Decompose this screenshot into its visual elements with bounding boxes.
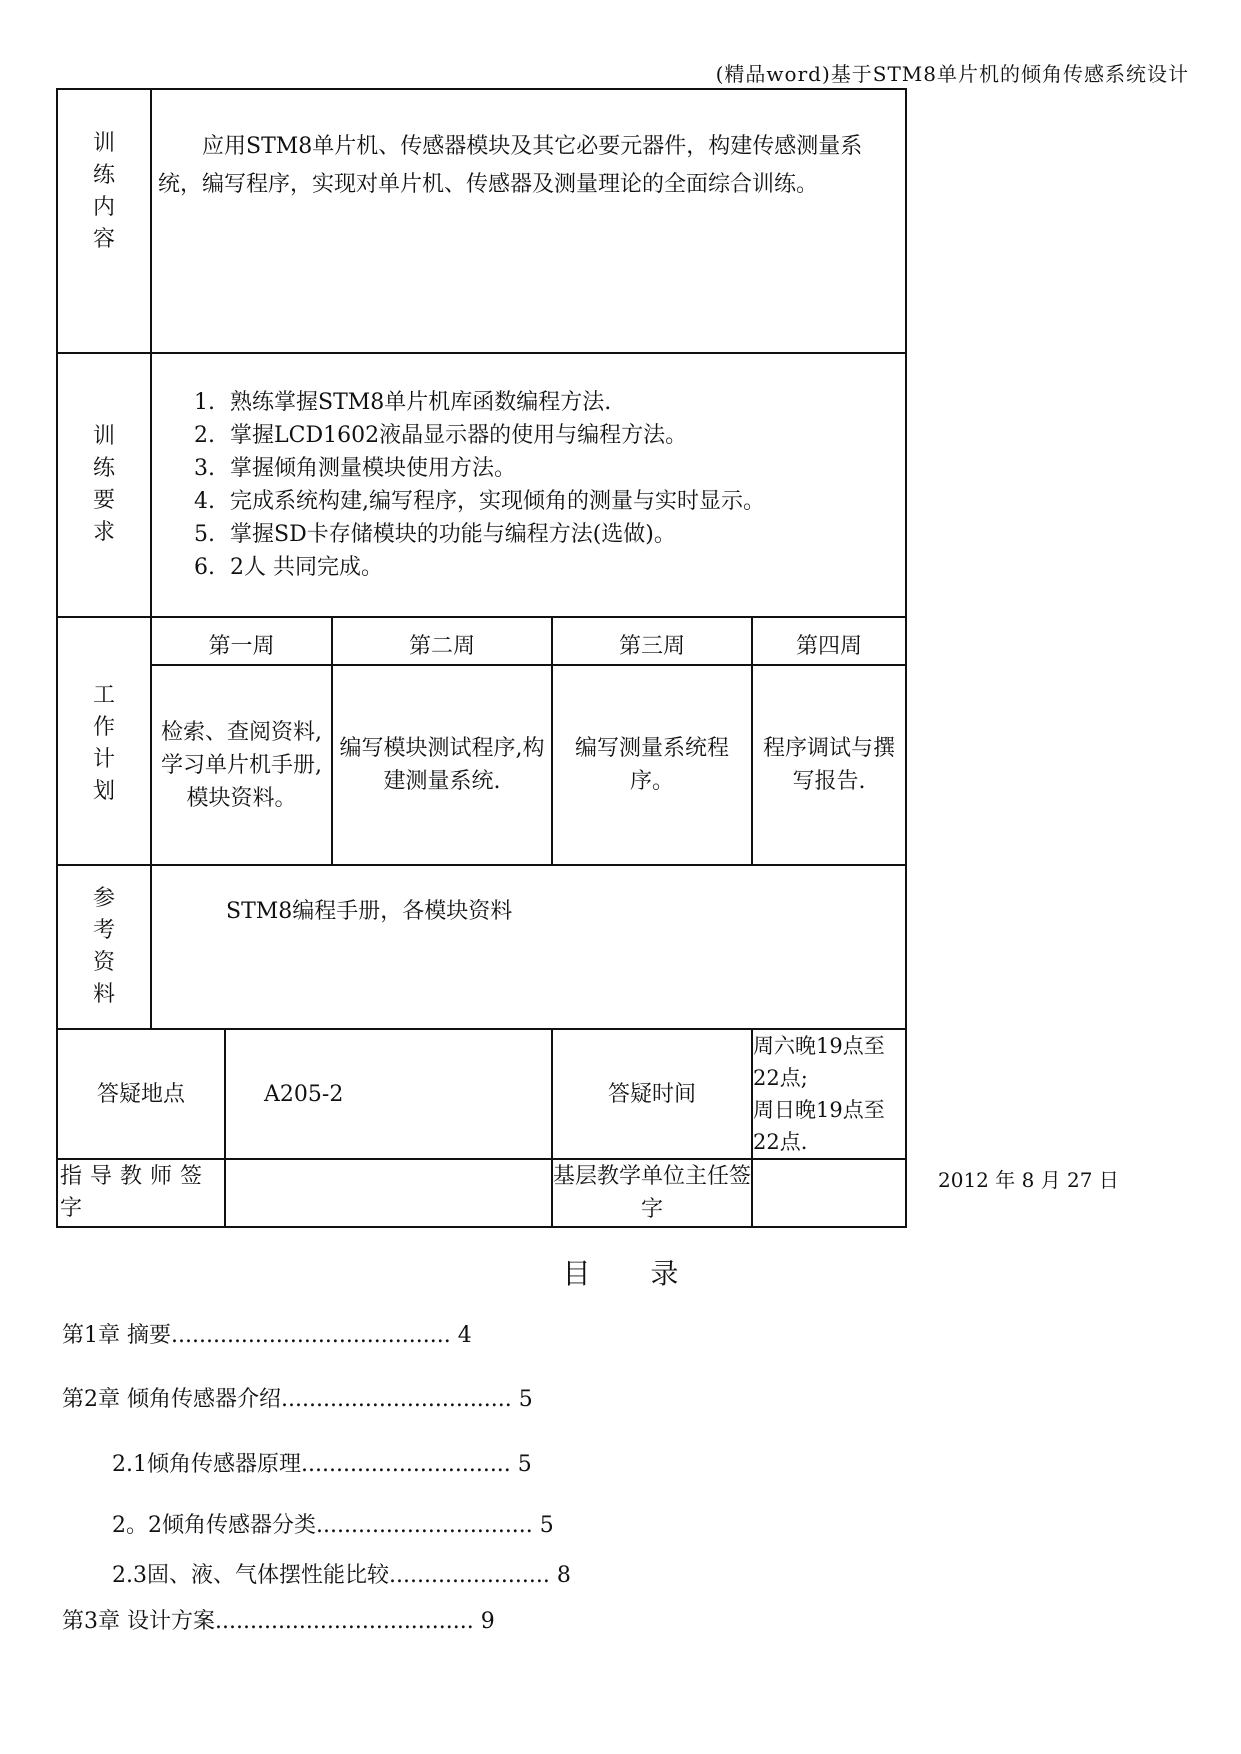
content-label: 训 练 内 容 [57,89,151,353]
requirements-label: 训 练 要 求 [57,353,151,617]
week-4-task: 程序调试与撰写报告. [752,665,906,865]
requirement-item: 6. 2人 共同完成。 [222,551,905,584]
toc-title: 目录 [562,1257,739,1290]
unit-sign-label: 基层教学单位主任签字 [552,1159,752,1227]
week-3-header: 第三周 [552,617,752,665]
references-row [57,865,906,1029]
toc-leader: .............................. [301,1452,518,1477]
toc-leader: ....................... [389,1563,557,1588]
requirements-list [182,386,905,584]
document-header: (精品word)基于STM8单片机的倾角传感系统设计 [715,62,1189,86]
references-text: STM8编程手册，各模块资料 [151,865,906,1029]
toc-entry[interactable]: 2。2倾角传感器分类............................... 5 [112,1513,554,1538]
sign-row [57,1159,906,1227]
unit-sign-field [752,1159,906,1227]
qa-place-value: A205-2 [225,1029,552,1159]
teacher-sign-label: 指导教师签字 [57,1159,225,1227]
teacher-sign-field [225,1159,552,1227]
toc-leader: ................................. [281,1387,519,1412]
toc-leader: ............................... [316,1513,540,1538]
toc-entry[interactable]: 2.1倾角传感器原理.............................. 5 [112,1452,532,1477]
qa-time-label: 答疑时间 [552,1029,752,1159]
toc-entry[interactable]: 第1章 摘要........................................ 4 [62,1323,472,1348]
requirements-row [57,353,906,617]
qa-time-line: 周日晚19点至22点. [753,1098,885,1154]
qa-place-label: 答疑地点 [57,1029,225,1159]
content-row [57,89,906,353]
training-form-table [56,88,907,1228]
document-date: 2012 年 8 月 27 日 [938,1168,1119,1192]
week-2-task: 编写模块测试程序,构建测量系统. [332,665,552,865]
requirement-item: 1. 熟练掌握STM8单片机库函数编程方法. [222,386,905,419]
toc-entry[interactable]: 第2章 倾角传感器介绍................................. 5 [62,1387,533,1412]
references-label: 参 考 资 料 [57,865,151,1029]
toc-entry[interactable]: 第3章 设计方案..................................... 9 [62,1609,495,1634]
week-3-task: 编写测量系统程序。 [552,665,752,865]
qa-time-line: 周六晚19点至22点; [753,1034,885,1090]
qa-time-value [752,1029,906,1159]
requirement-item: 4. 完成系统构建,编写程序，实现倾角的测量与实时显示。 [222,485,905,518]
requirements-list-cell [151,353,906,617]
week-2-header: 第二周 [332,617,552,665]
toc-entry[interactable]: 2.3固、液、气体摆性能比较....................... 8 [112,1563,571,1588]
content-text: 应用STM8单片机、传感器模块及其它必要元器件，构建传感测量系统，编写程序，实现对单片机、传感器及测量理论的全面综合训练。 [151,89,906,353]
requirement-item: 3. 掌握倾角测量模块使用方法。 [222,452,905,485]
week-1-header: 第一周 [151,617,332,665]
requirement-item: 2. 掌握LCD1602液晶显示器的使用与编程方法。 [222,419,905,452]
qa-row [57,1029,906,1159]
plan-weeks-row [57,617,906,665]
week-4-header: 第四周 [752,617,906,665]
requirement-item: 5. 掌握SD卡存储模块的功能与编程方法(选做)。 [222,518,905,551]
plan-tasks-row [57,665,906,865]
plan-label: 工 作 计 划 [57,617,151,865]
week-1-task: 检索、查阅资料,学习单片机手册,模块资料。 [151,665,332,865]
toc-leader: ..................................... [215,1609,481,1634]
toc-leader: ........................................ [171,1323,458,1348]
